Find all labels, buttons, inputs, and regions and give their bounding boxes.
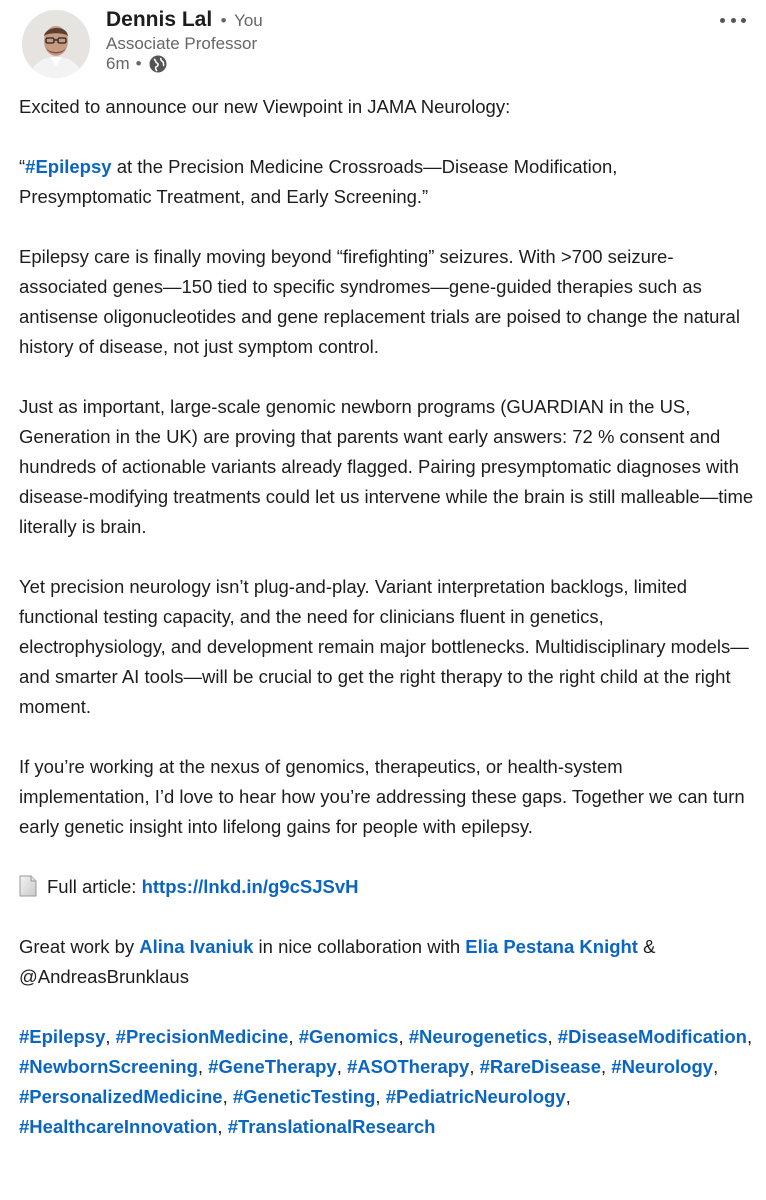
hashtag-link[interactable]: #HealthcareInnovation — [19, 1116, 218, 1137]
hashtag-separator: , — [336, 1056, 347, 1077]
hashtag-separator: , — [288, 1026, 299, 1047]
document-icon — [19, 875, 37, 897]
hashtag-link[interactable]: #Neurology — [611, 1056, 714, 1077]
hashtag-separator: , — [547, 1026, 558, 1047]
hashtag-separator: , — [713, 1056, 719, 1077]
name-separator: • — [220, 11, 227, 30]
hashtag-link[interactable]: #Neurogenetics — [408, 1026, 548, 1047]
hashtag-link[interactable]: #DiseaseModification — [557, 1026, 747, 1047]
post-paragraph-4: If you’re working at the nexus of genomics, therapeutics, or health-system implementation, I’d love to hear how you’re addressing these gaps. Together we can turn early genetic insight into lifelong gains for people with epilepsy. — [19, 756, 745, 837]
hashtag-separator: , — [565, 1086, 571, 1107]
avatar-portrait — [22, 10, 90, 78]
article-link[interactable]: https://lnkd.in/g9cSJSvH — [141, 876, 359, 897]
hashtag-link[interactable]: #Epilepsy — [19, 1026, 106, 1047]
meta-separator: • — [135, 54, 142, 73]
hashtag-separator: , — [105, 1026, 116, 1047]
more-options-icon[interactable] — [720, 10, 746, 30]
mention-alina-ivaniuk[interactable]: Alina Ivaniuk — [139, 936, 254, 957]
hashtag-separator: , — [601, 1056, 612, 1077]
hashtag-separator: , — [398, 1026, 409, 1047]
post-header — [0, 0, 766, 90]
open-quote: “ — [19, 156, 26, 177]
credits-middle: in nice collaboration with — [253, 936, 466, 957]
post-time[interactable]: 6m — [106, 54, 130, 73]
post-intro: Excited to announce our new Viewpoint in JAMA Neurology: — [19, 96, 511, 117]
author-name[interactable]: Dennis Lal — [106, 8, 213, 31]
author-name-line — [106, 8, 263, 32]
article-label: Full article: — [47, 876, 142, 897]
author-avatar[interactable] — [22, 10, 90, 78]
hashtag-epilepsy-inline[interactable]: #Epilepsy — [25, 156, 112, 177]
post-meta — [106, 54, 168, 74]
credits-line — [19, 932, 754, 992]
hashtag-separator: , — [197, 1056, 209, 1077]
post-quote — [19, 152, 754, 212]
post-body — [19, 92, 754, 1142]
hashtag-link[interactable]: #PrecisionMedicine — [115, 1026, 289, 1047]
hashtag-separator: , — [222, 1086, 233, 1107]
post-paragraph-3: Yet precision neurology isn’t plug-and-play. Variant interpretation backlogs, limited functional testing capacity, and the need for clinicians fluent in genetics, electrophysiology, and development remain major bottlenecks. Multidisciplinary models—and smarter AI tools—will be crucial to get the right therapy to the right child at the right moment. — [19, 576, 749, 717]
mention-elia-pestana-knight[interactable]: Elia Pestana Knight — [465, 936, 638, 957]
hashtag-link[interactable]: #PediatricNeurology — [385, 1086, 566, 1107]
hashtag-link[interactable]: #GeneTherapy — [208, 1056, 337, 1077]
hashtag-link[interactable]: #PersonalizedMedicine — [19, 1086, 223, 1107]
quote-text: at the Precision Medicine Crossroads—Disease Modification, Presymptomatic Treatment, and Early Screening.” — [19, 156, 618, 207]
hashtag-link[interactable]: #TranslationalResearch — [227, 1116, 436, 1137]
hashtag-separator: , — [469, 1056, 480, 1077]
hashtag-list — [19, 1022, 754, 1142]
hashtag-link[interactable]: #Genomics — [298, 1026, 399, 1047]
hashtag-link[interactable]: #GeneticTesting — [232, 1086, 376, 1107]
credits-suffix: & @AndreasBrunklaus — [19, 936, 656, 987]
hashtag-separator: , — [375, 1086, 386, 1107]
post-paragraph-1: Epilepsy care is finally moving beyond “firefighting” seizures. With >700 seizure-associated genes—150 tied to specific syndromes—gene-guided therapies such as antisense oligonucleotides and gene replacement trials are poised to change the natural history of disease, not just symptom control. — [19, 246, 740, 357]
hashtag-separator: , — [217, 1116, 228, 1137]
article-line — [19, 872, 754, 902]
hashtag-separator: , — [746, 1026, 753, 1047]
post-paragraph-2: Just as important, large-scale genomic newborn programs (GUARDIAN in the US, Generation in the UK) are proving that parents want early answers: 72 % consent and hundreds of actionable variants already flagged. Pairing presymptomatic diagnoses with disease-modifying treatments could let us intervene while the brain is still malleable—time literally is brain. — [19, 396, 754, 537]
author-title: Associate Professor — [106, 34, 258, 53]
author-relation: You — [234, 11, 263, 30]
hashtag-link[interactable]: #ASOTherapy — [346, 1056, 470, 1077]
hashtag-link[interactable]: #RareDisease — [479, 1056, 601, 1077]
credits-prefix: Great work by — [19, 936, 140, 957]
globe-icon — [148, 54, 168, 74]
hashtag-link[interactable]: #NewbornScreening — [19, 1056, 198, 1077]
